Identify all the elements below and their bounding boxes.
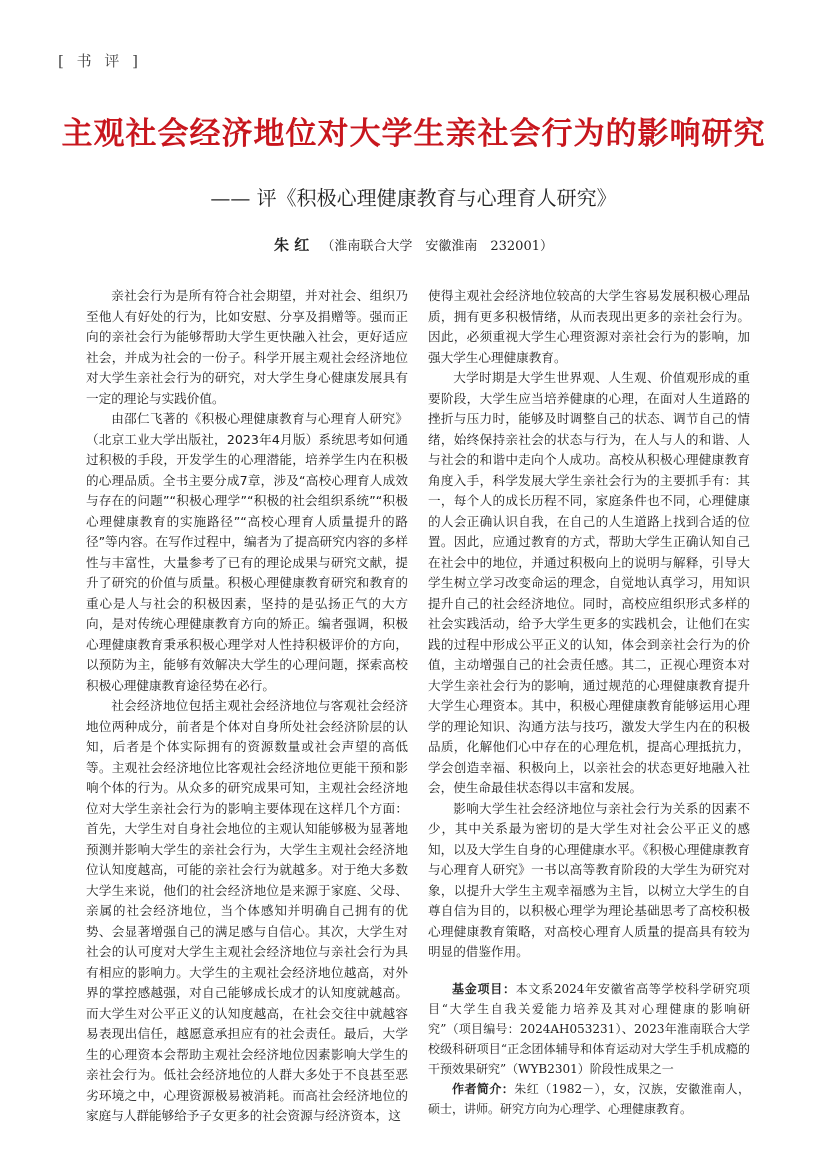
body-paragraph: 大学时期是大学生世界观、人生观、价值观形成的重要阶段，大学生应当培养健康的心理，在面对人生道路的挫折与压力时，能够及时调整自己的状态、调节自己的情绪，始终保持亲社会的状态与行为，在人与人的和谐、人与社会的和谐中走向个人成功。高校从积极心理健康教育角度入手，科学发展大学生亲社会行为的主要抓手有：其一，每个人的成长历程不同，家庭条件也不同，心理健康的人会正确认识自我，在自己的人生道路上找到合适的位置。因此，应通过教育的方式，帮助大学生正确认知自己在社会中的地位，并通过积极向上的说明与解释，引导大学生树立学习改变命运的理念，自觉地认真学习，用知识提升自己的社会经济地位。同时，高校应组织形式多样的社会实践活动，给予大学生更多的实践机会，让他们在实践的过程中形成公平正义的认知，体会到亲社会行为的价值，主动增强自己的社会责任感。其二，正视心理资本对大学生亲社会行为的影响，通过规范的心理健康教育提升大学生心理资本。其中，积极心理健康教育能够运用心理学的理论知识、沟通方法与技巧，激发大学生内在的积极品质，化解他们心中存在的心理危机，提高心理抵抗力，学会创造幸福、积极向上，以亲社会的状态更好地融入社会，使生命最佳状态得以丰富和发展。 — [428, 370, 750, 795]
section-tag: [ 书 评 ] — [58, 52, 143, 70]
article-subtitle: —— 评《积极心理健康教育与心理育人研究》 — [210, 186, 617, 210]
body-paragraph-continued: 使得主观社会经济地位较高的大学生容易发展积极心理品质，拥有更多积极情绪，从而表现出更多的亲社会行为。因此，必须重视大学生心理资源对亲社会行为的影响，加强大学生心理健康教育。 — [428, 288, 750, 365]
author-name: 朱 红 — [273, 236, 310, 254]
author-bio-text: 朱红（1982－），女，汉族，安徽淮南人，硕士，讲师。研究方向为心理学、心理健康教育。 — [428, 1081, 750, 1116]
body-paragraph: 亲社会行为是所有符合社会期望，并对社会、组织乃至他人有好处的行为，比如安慰、分享及捐赠等。强而正向的亲社会行为能够帮助大学生更快融入社会，更好适应社会，并成为社会的一份子。科学开展主观社会经济地位对大学生亲社会行为的研究，对大学生身心健康发展具有一定的理论与实践价值。 — [86, 288, 408, 406]
body-paragraph: 社会经济地位包括主观社会经济地位与客观社会经济地位两种成分，前者是个体对自身所处社会经济阶层的认知，后者是个体实际拥有的资源数量或社会声望的高低等。主观社会经济地位比客观社会经济地位更能干预和影响个体的行为。从众多的研究成果可知，主观社会经济地位对大学生亲社会行为的影响主要体现在这样几个方面：首先，大学生对自身社会地位的主观认知能够极为显著地预测并影响大学生的亲社会行为，大学生主观社会经济地位认知度越高，可能的亲社会行为就越多。对于绝大多数大学生来说，他们的社会经济地位是来源于家庭、父母、亲属的社会经济地位，当个体感知并明确自己拥有的优势、会显著增强自己的满足感与自信心。其次，大学生对社会的认可度对大学生主观社会经济地位与亲社会行为具有相应的影响力。大学生的主观社会经济地位越高，对外界的掌控感越强，对自己能够成长成才的认知度就越高。而大学生对公平正义的认知度越高，在社会交往中就越容易表现出信任，越愿意承担应有的社会责任。最后，大学生的心理资本会帮助主观社会经济地位因素影响大学生的亲社会行为。低社会经济地位的人群大多处于不良甚至恶劣环境之中，心理资源极易被消耗。而高社会经济地位的家庭与人群能够给予子女更多的社会资源与经济资本，这 — [86, 698, 408, 1123]
article-notes — [428, 979, 750, 1119]
byline — [0, 234, 827, 255]
right-column — [428, 286, 750, 1119]
fund-note — [428, 979, 750, 1079]
author-affiliation: （淮南联合大学 安徽淮南 232001） — [321, 239, 553, 254]
article-title: 主观社会经济地位对大学生亲社会行为的影响研究 — [61, 116, 766, 152]
left-column — [86, 286, 408, 1127]
fund-label: 基金项目： — [452, 981, 516, 996]
fund-text: 本文系2024年安徽省高等学校科学研究项目“大学生自我关爱能力培养及其对心理健康的影响研究”（项目编号：2024AH053231）、2023年淮南联合大学校级科研项目“正念团体辅导和体育运动对大学生手机成瘾的干预效果研究”（WYB2301）阶段性成果之一 — [428, 981, 750, 1076]
author-note — [428, 1079, 750, 1119]
author-bio-label: 作者简介： — [452, 1081, 515, 1096]
body-paragraph: 影响大学生社会经济地位与亲社会行为关系的因素不少，其中关系最为密切的是大学生对社会公平正义的感知，以及大学生自身的心理健康水平。《积极心理健康教育与心理育人研究》一书以高等教育阶段的大学生为研究对象，以提升大学生主观幸福感为主旨，以树立大学生的自尊自信为目的，以积极心理学为理论基础思考了高校积极心理健康教育策略，对高校心理育人质量的提高具有较为明显的借鉴作用。 — [428, 800, 750, 959]
body-paragraph: 由邵仁飞著的《积极心理健康教育与心理育人研究》（北京工业大学出版社，2023年4月版）系统思考如何通过积极的手段，开发学生的心理潜能，培养学生内在积极的心理品质。全书主要分成7章，涉及“高校心理育人成效与存在的问题”“积极心理学”“积极的社会组织系统”“积极心理健康教育的实施路径”“高校心理育人质量提升的路径”等内容。在写作过程中，编者为了提高研究内容的多样性与丰富性，大量参考了已有的理论成果与研究文献，提升了研究的价值与质量。积极心理健康教育研究和教育的重心是人与社会的积极因素，坚持的是弘扬正气的大方向，是对传统心理健康教育方向的矫正。编者强调，积极心理健康教育秉承积极心理学对人性持积极评价的方向，以预防为主，能够有效解决大学生的心理问题，探索高校积极心理健康教育途径势在必行。 — [86, 411, 408, 693]
